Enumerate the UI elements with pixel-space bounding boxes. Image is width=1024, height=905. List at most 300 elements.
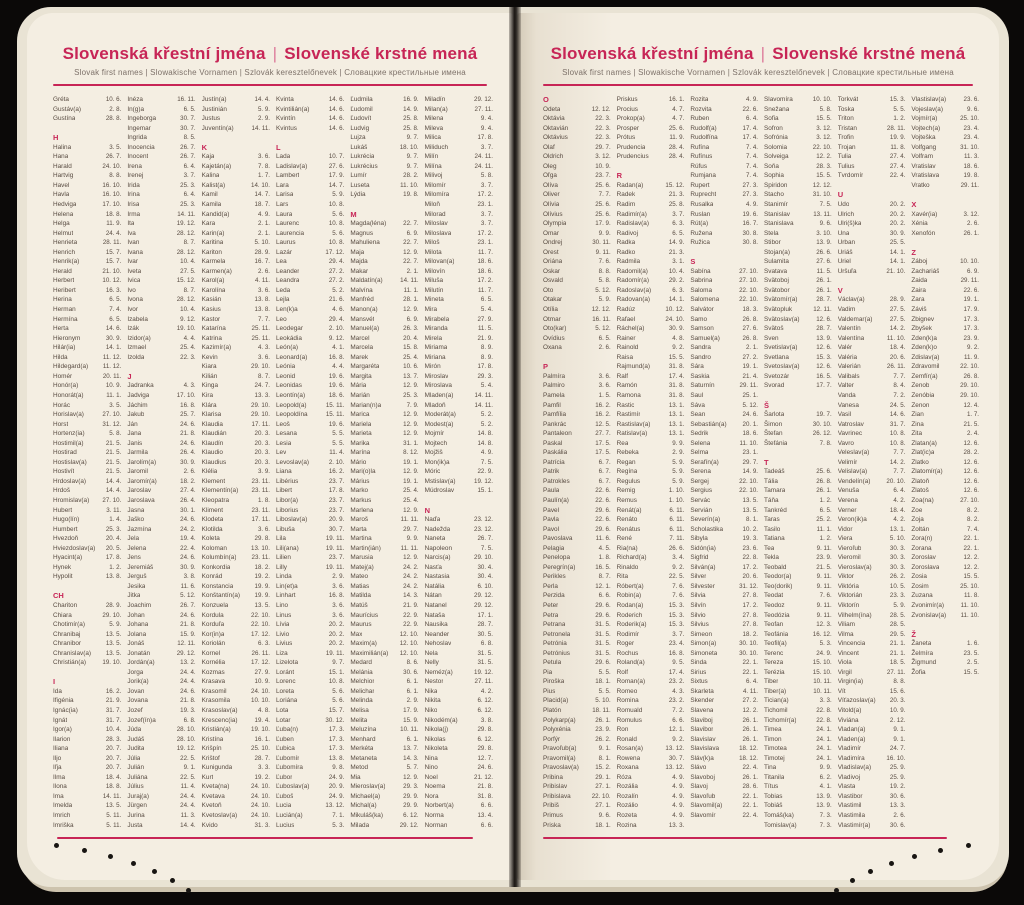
given-name: Iliana xyxy=(53,745,69,753)
name-day-date: 4. 9. xyxy=(672,812,685,820)
name-day-date: 7. 4. xyxy=(745,143,759,151)
name-day-date: 8. 8. xyxy=(109,172,122,180)
given-name: Velislav(a) xyxy=(837,468,868,476)
name-entry xyxy=(911,171,979,181)
given-name: Nikolas xyxy=(424,735,446,743)
given-name: Marika xyxy=(350,439,370,447)
name-day-date: 12. 3. xyxy=(816,621,832,629)
name-entry xyxy=(543,276,611,286)
name-entry xyxy=(276,248,344,258)
section-letter: R xyxy=(616,171,623,181)
name-day-date: 18. 6. xyxy=(742,430,759,438)
name-entry xyxy=(127,162,195,172)
given-name: Kliment xyxy=(201,506,223,514)
name-day-date: 20. 9. xyxy=(328,783,345,791)
name-day-date: 25. 3. xyxy=(105,525,122,533)
given-name: Rodan(a) xyxy=(616,601,644,609)
name-entry xyxy=(764,792,832,802)
name-entry xyxy=(425,324,493,334)
given-name: Milena xyxy=(424,115,444,123)
name-day-date: 16. 2. xyxy=(105,687,122,695)
name-day-date: 17. 9. xyxy=(403,707,419,714)
name-entry xyxy=(617,601,685,611)
name-day-date: 26. 1. xyxy=(595,716,611,724)
name-day-date: 15. 10. xyxy=(812,668,832,676)
given-name: Radovan(a) xyxy=(616,296,651,304)
given-name: Helena xyxy=(53,210,74,218)
title-czech: Slovenská křestní jména xyxy=(62,44,266,63)
name-entry xyxy=(425,658,493,668)
name-day-date: 6. 4. xyxy=(183,162,196,170)
name-entry xyxy=(127,496,195,506)
given-name: Zachariáš xyxy=(911,267,940,275)
name-entry xyxy=(53,735,121,745)
given-name: Stanislav xyxy=(764,210,790,218)
given-name: Leopoldína xyxy=(275,411,308,419)
given-name: Hostimil(a) xyxy=(53,439,84,447)
name-entry xyxy=(202,448,270,458)
name-day-date: 15. 5. xyxy=(668,353,685,361)
name-day-date: 3. 7. xyxy=(480,220,493,228)
given-name: Helga xyxy=(53,220,70,228)
name-day-date: 10. 9. xyxy=(889,707,906,714)
name-day-date: 22. 10. xyxy=(591,792,611,800)
name-entry xyxy=(543,716,611,726)
name-day-date: 7. 9. xyxy=(406,401,419,409)
name-day-date: 30. 3. xyxy=(889,554,906,562)
name-day-date: 2. 6. xyxy=(257,267,270,275)
name-entry xyxy=(127,401,195,411)
name-day-date: 4. 9. xyxy=(672,792,685,800)
name-entry xyxy=(543,200,611,210)
name-day-date: 18. 6. xyxy=(477,267,493,275)
given-name: Ratislav(a) xyxy=(616,430,648,438)
given-name: Rastic xyxy=(616,401,635,409)
name-column xyxy=(127,95,195,830)
name-day-date: 21. 5. xyxy=(816,563,832,571)
given-name: Iveta xyxy=(127,267,142,275)
given-name: Rastimír xyxy=(616,411,641,419)
given-name: Oto xyxy=(543,286,554,294)
name-entry xyxy=(53,190,121,200)
name-day-date: 18. 8. xyxy=(105,783,122,791)
name-day-date: 26. 7. xyxy=(477,535,493,543)
given-name: Liboslav(a) xyxy=(275,516,308,524)
name-column xyxy=(911,95,979,830)
name-day-date: 4. 2. xyxy=(480,687,493,695)
name-entry xyxy=(617,238,685,248)
given-name: Verner xyxy=(837,506,857,514)
name-day-date: 6. 5. xyxy=(183,105,196,113)
name-day-date: 3. 4. xyxy=(672,554,685,562)
given-name: Imrich xyxy=(53,812,71,820)
name-entry xyxy=(53,152,121,162)
name-entry xyxy=(543,572,611,582)
given-name: Zdravomil xyxy=(911,363,940,371)
given-name: Marta xyxy=(350,525,367,533)
given-name: Medard xyxy=(350,659,372,667)
given-name: Július xyxy=(127,783,144,791)
given-name: Kalist(a) xyxy=(201,181,226,189)
name-entry xyxy=(350,515,418,525)
name-entry xyxy=(350,267,418,277)
name-entry xyxy=(690,620,758,630)
name-day-date: 25. 11. xyxy=(251,325,270,333)
name-entry xyxy=(202,238,270,248)
name-day-date: 31. 1. xyxy=(403,439,419,447)
given-name: Klaudio xyxy=(201,449,223,457)
given-name: Jaromil xyxy=(127,468,148,476)
name-day-date: 5. 9. xyxy=(893,601,906,609)
name-day-date: 10. 10. xyxy=(251,697,270,705)
given-name: Snežana xyxy=(764,105,790,113)
name-day-date: 20. 2. xyxy=(328,630,345,638)
given-name: Kira xyxy=(201,391,214,399)
given-name: Solveiga xyxy=(764,153,789,161)
name-day-date: 12. 2. xyxy=(963,563,980,571)
given-name: Kaja xyxy=(201,153,215,161)
given-name: Hermína xyxy=(53,315,78,323)
name-entry xyxy=(838,544,906,554)
name-day-date: 29. 3. xyxy=(403,783,419,791)
given-name: Jadviga xyxy=(127,391,150,399)
given-name: Margita xyxy=(350,372,372,380)
name-day-date: 9. 6. xyxy=(598,812,611,820)
name-day-date: 27. 2. xyxy=(328,267,345,275)
given-name: Karin(a) xyxy=(201,229,225,237)
given-name: Vincent xyxy=(837,649,859,657)
given-name: Serafín(a) xyxy=(690,458,719,466)
name-day-date: 18. 6. xyxy=(963,162,980,170)
name-day-date: 15. 3. xyxy=(668,601,685,609)
name-day-date: 26. 8. xyxy=(742,334,759,342)
given-name: Ita xyxy=(127,220,135,228)
name-day-date: 30. 10. xyxy=(739,649,759,657)
name-day-date: 8. 8. xyxy=(598,267,611,275)
name-entry xyxy=(617,448,685,458)
name-day-date: 8. 6. xyxy=(406,659,419,667)
given-name: Honór(a) xyxy=(53,382,79,390)
name-day-date: 31. 10. xyxy=(812,191,832,199)
given-name: Kristína xyxy=(201,735,224,743)
given-name: Manfréd xyxy=(350,296,374,304)
name-day-date: 6. 11. xyxy=(669,525,685,533)
name-entry xyxy=(276,276,344,286)
given-name: Otília xyxy=(543,306,558,314)
name-day-date: 20. 4. xyxy=(105,535,122,543)
given-name: Nikoleta xyxy=(424,745,448,753)
name-entry xyxy=(127,515,195,525)
given-name: Sofrónia xyxy=(764,134,788,142)
name-day-date: 4. 11. xyxy=(742,687,759,695)
name-entry xyxy=(276,601,344,611)
name-entry xyxy=(764,429,832,439)
name-day-date: 10. 9. xyxy=(254,678,270,686)
name-entry xyxy=(764,124,832,134)
name-day-date: 17. 8. xyxy=(477,134,493,142)
name-entry xyxy=(838,458,906,468)
given-name: Ida xyxy=(53,687,62,695)
name-entry xyxy=(617,190,685,200)
name-day-date: 22. 10. xyxy=(739,296,759,304)
name-day-date: 8. 5. xyxy=(183,134,196,142)
name-entry xyxy=(202,401,270,411)
given-name: Livio xyxy=(275,630,290,638)
name-day-date: 22. 10. xyxy=(251,621,270,629)
name-entry xyxy=(617,754,685,764)
name-day-date: 5. 6. xyxy=(332,210,345,218)
given-name: Zoe xyxy=(911,506,923,514)
name-entry xyxy=(276,744,344,754)
name-day-date: 14. 11. xyxy=(177,210,196,218)
name-entry xyxy=(764,677,832,687)
name-entry xyxy=(425,544,493,554)
given-name: Oľga xyxy=(543,172,557,180)
blank-row xyxy=(838,181,906,191)
name-day-date: 25. 10. xyxy=(960,115,980,123)
given-name: Klotilda xyxy=(201,525,223,533)
name-day-date: 30. 6. xyxy=(403,668,419,676)
given-name: Krišpín xyxy=(201,745,222,753)
given-name: Tobiáš xyxy=(764,802,783,810)
stitch-dot xyxy=(186,888,191,893)
given-name: Prótus xyxy=(616,134,636,142)
name-entry xyxy=(425,391,493,401)
name-day-date: 2. 5. xyxy=(966,659,980,667)
name-day-date: 15. 8. xyxy=(403,344,419,352)
name-day-date: 31. 5. xyxy=(595,649,611,657)
given-name: Orest xyxy=(543,248,559,256)
name-entry xyxy=(350,124,418,134)
name-day-date: 31. 10. xyxy=(960,143,980,151)
name-day-date: 22. 6. xyxy=(742,105,759,113)
name-day-date: 10. 8. xyxy=(328,678,345,686)
section-letter: K xyxy=(201,142,208,152)
name-day-date: 3. 6. xyxy=(257,286,270,294)
name-day-date: 12. 9. xyxy=(403,248,419,256)
name-entry xyxy=(617,630,685,640)
name-entry xyxy=(764,525,832,535)
name-day-date: 8. 2. xyxy=(966,516,980,524)
given-name: Prudencia xyxy=(616,143,646,151)
given-name: Kilián xyxy=(201,372,218,380)
given-name: Primus xyxy=(543,812,563,820)
name-day-date: 11. 11. xyxy=(400,516,419,524)
name-day-date: 17. 9. xyxy=(963,306,980,314)
name-day-date: 22. 5. xyxy=(668,573,685,581)
name-day-date: 27. 7. xyxy=(595,430,611,438)
given-name: Chotimír(a) xyxy=(53,621,85,629)
given-name: Móric xyxy=(424,468,441,476)
given-name: Joachim xyxy=(127,601,152,609)
name-entry xyxy=(911,410,979,420)
given-name: Jana xyxy=(127,430,142,438)
name-day-date: 14. 6. xyxy=(328,124,345,132)
given-name: Marián xyxy=(350,391,370,399)
given-name: Mia xyxy=(350,773,361,781)
name-day-date: 2. 6. xyxy=(893,812,906,820)
given-name: Perikles xyxy=(543,573,566,581)
name-day-date: 30. 7. xyxy=(668,754,685,762)
name-entry xyxy=(690,649,758,659)
name-day-date: 28. 2. xyxy=(963,449,980,457)
given-name: Oriána xyxy=(543,258,563,266)
given-name: Ruprecht xyxy=(690,191,717,199)
name-day-date: 28. 11. xyxy=(886,124,906,132)
given-name: Sabrina xyxy=(690,277,713,285)
name-day-date: 2. 9. xyxy=(257,115,270,123)
name-entry xyxy=(543,152,611,162)
given-name: Márius xyxy=(350,477,370,485)
given-name: Iljo xyxy=(53,754,62,762)
name-entry xyxy=(53,401,121,411)
given-name: Severín(a) xyxy=(690,516,721,524)
given-name: Sibyla xyxy=(690,535,708,543)
name-day-date: 6. 2. xyxy=(819,773,832,781)
given-name: Kasius xyxy=(201,306,221,314)
name-entry xyxy=(350,477,418,487)
given-name: Radomír(a) xyxy=(616,277,649,285)
name-entry xyxy=(53,792,121,802)
given-name: Romulus xyxy=(616,716,642,724)
given-name: Kinga xyxy=(201,382,219,390)
name-day-date: 30. 3. xyxy=(889,563,906,571)
given-name: Vladimír xyxy=(837,745,862,753)
given-name: Harald xyxy=(53,162,72,170)
given-name: Ria(na) xyxy=(616,544,638,552)
name-day-date: 2. 12. xyxy=(889,716,906,724)
name-entry xyxy=(690,534,758,544)
name-entry xyxy=(764,782,832,792)
name-day-date: 18. 11. xyxy=(592,707,611,714)
name-day-date: 28. 12. xyxy=(176,296,196,304)
name-entry xyxy=(838,744,906,754)
name-entry xyxy=(764,725,832,735)
name-day-date: 8. 12. xyxy=(403,449,419,457)
name-entry xyxy=(543,238,611,248)
given-name: Ilma xyxy=(53,773,66,781)
name-day-date: 22. 6. xyxy=(595,496,611,504)
name-day-date: 24. 10. xyxy=(251,802,270,810)
name-day-date: 5. 9. xyxy=(598,296,611,304)
given-name: Radúz xyxy=(616,306,636,314)
given-name: Neméz(a) xyxy=(424,668,453,676)
given-name: Milovín xyxy=(424,267,445,275)
name-day-date: 29. 5. xyxy=(889,630,906,638)
name-day-date: 22. 3. xyxy=(595,115,611,123)
name-day-date: 2. 8. xyxy=(109,105,122,113)
name-day-date: 20. 7. xyxy=(105,764,122,772)
given-name: Lara xyxy=(275,181,289,189)
given-name: Ľubomíra xyxy=(275,764,303,772)
name-day-date: 27. 10. xyxy=(960,496,980,504)
name-day-date: 22. 1. xyxy=(742,659,759,667)
name-entry xyxy=(543,773,611,783)
given-name: Zuzana xyxy=(911,592,933,600)
name-entry xyxy=(127,305,195,315)
name-entry xyxy=(838,343,906,353)
name-day-date: 24. 1. xyxy=(816,754,832,762)
name-entry xyxy=(350,563,418,573)
name-day-date: 6. 6. xyxy=(672,716,685,724)
name-entry xyxy=(617,591,685,601)
name-day-date: 5. 9. xyxy=(109,621,122,629)
name-entry xyxy=(838,353,906,363)
name-column xyxy=(617,95,685,830)
name-entry xyxy=(764,305,832,315)
given-name: Tea xyxy=(764,544,775,552)
name-day-date: 26. 8. xyxy=(816,477,832,485)
name-day-date: 23. 7. xyxy=(328,554,345,562)
given-name: Uriel xyxy=(837,258,851,266)
given-name: Pavoslava xyxy=(543,535,573,543)
name-day-date: 22. 3. xyxy=(595,134,611,142)
name-entry xyxy=(543,763,611,773)
name-entry xyxy=(764,343,832,353)
name-entry xyxy=(127,553,195,563)
name-entry xyxy=(53,343,121,353)
name-day-date: 15. 3. xyxy=(889,96,906,103)
name-day-date: 3. 8. xyxy=(480,716,493,724)
section-letter: Š xyxy=(764,400,770,410)
name-entry xyxy=(127,458,195,468)
name-entry xyxy=(617,410,685,420)
given-name: Teo(dorik) xyxy=(764,582,793,590)
given-name: Pavel xyxy=(543,506,559,514)
name-day-date: 3. 12. xyxy=(816,134,832,142)
name-entry xyxy=(911,649,979,659)
name-entry xyxy=(53,95,121,105)
name-entry xyxy=(764,668,832,678)
name-entry xyxy=(53,611,121,621)
name-entry xyxy=(838,792,906,802)
name-day-date: 13. 9. xyxy=(816,334,832,342)
given-name: Olympia xyxy=(543,220,567,228)
name-day-date: 9. 11. xyxy=(816,601,832,609)
given-name: Konrád xyxy=(201,573,223,581)
given-name: Krasoslav(a) xyxy=(201,707,238,714)
name-entry xyxy=(690,410,758,420)
name-entry xyxy=(276,477,344,487)
name-day-date: 31. 7. xyxy=(105,707,122,714)
name-entry xyxy=(690,171,758,181)
given-name: Milovan(a) xyxy=(424,258,455,266)
name-entry xyxy=(53,801,121,811)
name-entry xyxy=(276,515,344,525)
given-name: Justus xyxy=(201,115,221,123)
given-name: Max xyxy=(350,630,363,638)
given-name: Tulia xyxy=(837,153,852,161)
name-entry xyxy=(764,696,832,706)
name-day-date: 13. 5. xyxy=(105,630,122,638)
name-day-date: 24. 9. xyxy=(328,792,345,800)
name-entry xyxy=(911,639,979,649)
given-name: Romuald xyxy=(616,707,643,714)
given-name: Zden(k)a xyxy=(911,334,937,342)
given-name: Narcis(a) xyxy=(424,554,451,562)
name-entry xyxy=(276,105,344,115)
name-entry xyxy=(425,190,493,200)
name-day-date: 24. 6. xyxy=(180,611,196,619)
name-entry xyxy=(764,381,832,391)
given-name: Rainold xyxy=(616,344,639,352)
given-name: Inocent xyxy=(127,153,149,161)
name-entry xyxy=(276,353,344,363)
name-day-date: 30. 9. xyxy=(180,458,196,466)
given-name: Rufínus xyxy=(690,153,713,161)
name-day-date: 13. 7. xyxy=(403,372,419,380)
given-name: Xenofón xyxy=(911,229,936,237)
